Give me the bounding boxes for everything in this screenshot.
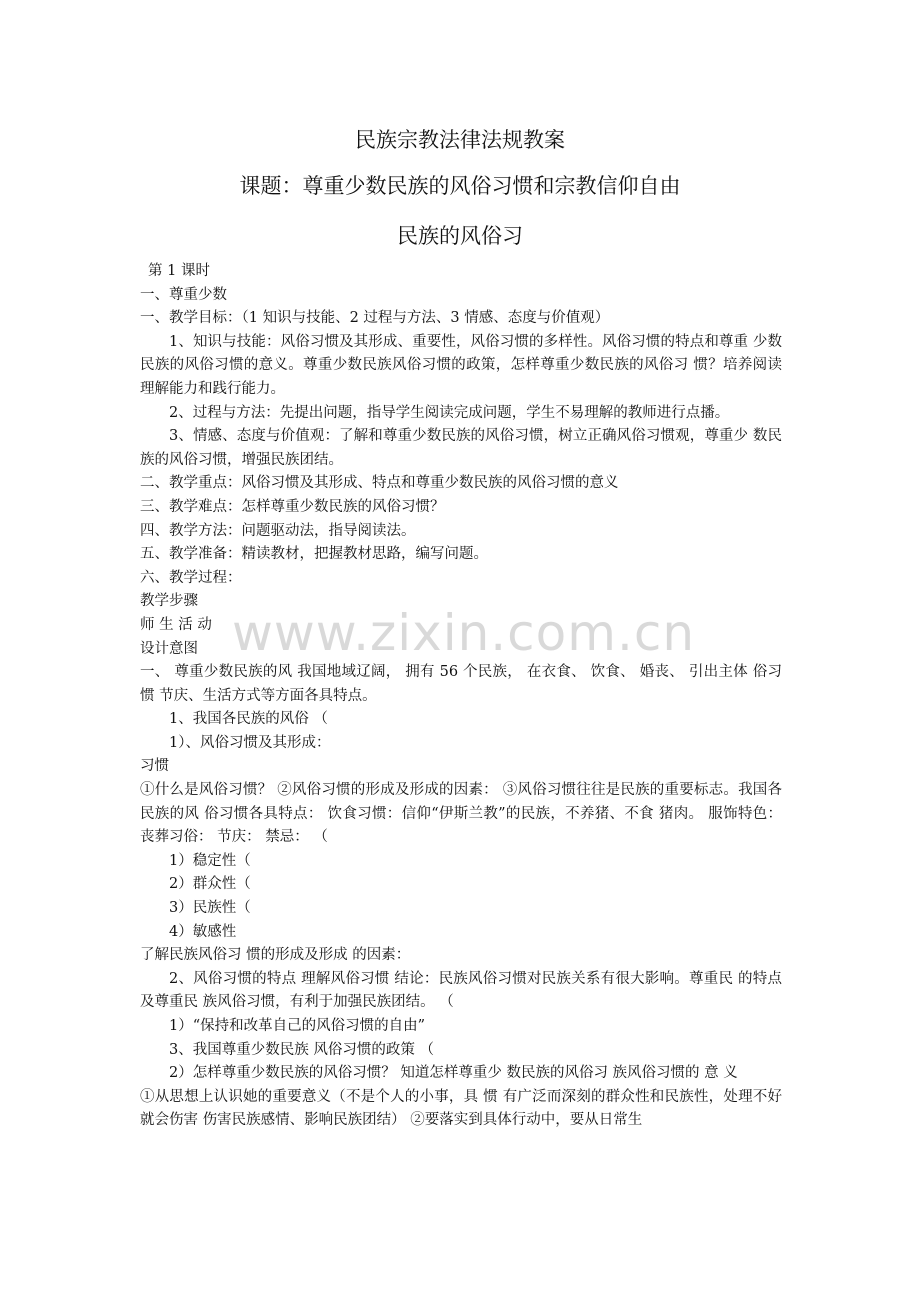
paragraph: 四、教学方法：问题驱动法，指导阅读法。 [140,522,416,539]
paragraph: ①从思想上认识她的重要意义（不是个人的小事，具 惯 有广泛而深刻的群众性和民族性，处理不好就会伤害 伤害民族感情、影响民族团结） ②要落实到具体行动中，要从日常生 [140,1088,782,1129]
paragraph: 4）敏感性 [169,923,237,940]
paragraph: 教学步骤 [140,593,198,610]
paragraph: 了解民族风俗习 惯的形成及形成 的因素： [140,947,411,964]
paragraph: 习惯 [140,758,169,775]
paragraph: 师 生 活 动 [140,616,212,633]
document-body [140,260,782,1133]
paragraph: 1）、风俗习惯及其形成： [169,734,331,751]
paragraph: 五、教学准备：精读教材，把握教材思路，编写问题。 [140,546,488,563]
document-title: 民族宗教法律法规教案 [355,128,565,152]
lesson-subject: 课题：尊重少数民族的风俗习惯和宗教信仰自由 [239,174,681,198]
paragraph: 2）怎样尊重少数民族的风俗习惯？ 知道怎样尊重少 数民族的风俗习 族风俗习惯的 意 义 [169,1065,738,1082]
lesson-subheading: 民族的风俗习 [397,224,523,248]
paragraph: 3、我国尊重少数民族 风俗习惯的政策 （ [169,1041,434,1058]
site-watermark: www.zixin.com.cn [232,604,696,662]
paragraph: 六、教学过程： [140,569,242,586]
paragraph: 1）稳定性（ [169,852,251,869]
paragraph: 2、过程与方法：先提出问题，指导学生阅读完成问题，学生不易理解的教师进行点播。 [169,404,730,421]
paragraph: 2、风俗习惯的特点 理解风俗习惯 结论：民族风俗习惯对民族关系有很大影响。尊重民 的特点及尊重民 族风俗习惯，有利于加强民族团结。 （ [140,970,782,1011]
paragraph: 设计意图 [140,640,198,657]
paragraph: 一、尊重少数 [140,286,227,303]
paragraph: 二、教学重点：风俗习惯及其形成、特点和尊重少数民族的风俗习惯的意义 [140,475,619,492]
paragraph: 1、我国各民族的风俗 （ [169,711,328,728]
paragraph: 三、教学难点：怎样尊重少数民族的风俗习惯？ [140,498,445,515]
paragraph: 3）民族性（ [169,900,251,917]
paragraph: 3、情感、态度与价值观：了解和尊重少数民族的风俗习惯，树立正确风俗习惯观，尊重少 数民族的风俗习惯，增强民族团结。 [140,428,782,468]
paragraph: 一、 尊重少数民族的风 我国地域辽阔， 拥有 56 个民族， 在衣食、 饮食、 婚丧、 引出主体 俗习惯 节庆、生活方式等方面各具特点。 [140,664,782,704]
paragraph: 2）群众性（ [169,876,251,893]
paragraph: 1）“保持和改革自己的风俗习惯的自由” [169,1018,426,1034]
paragraph: 第 1 课时 [148,263,210,279]
paragraph: 一、教学目标：（1 知识与技能、2 过程与方法、3 情感、态度与价值观） [140,310,610,327]
paragraph: 1、知识与技能：风俗习惯及其形成、重要性，风俗习惯的多样性。风俗习惯的特点和尊重 少数民族的风俗习惯的意义。尊重少数民族风俗习惯的政策，怎样尊重少数民族的风俗习 惯？培养阅读理解能力和践行能力。 [140,333,782,397]
paragraph: ①什么是风俗习惯？ ②风俗习惯的形成及形成的因素： ③风俗习惯往往是民族的重要标志。我国各民族的风 俗习惯各具特点： 饮食习惯：信仰“伊斯兰教”的民族，不养猪、不食 猪肉。 服饰特色： 丧葬习俗： 节庆： 禁忌： （ [140,782,782,846]
